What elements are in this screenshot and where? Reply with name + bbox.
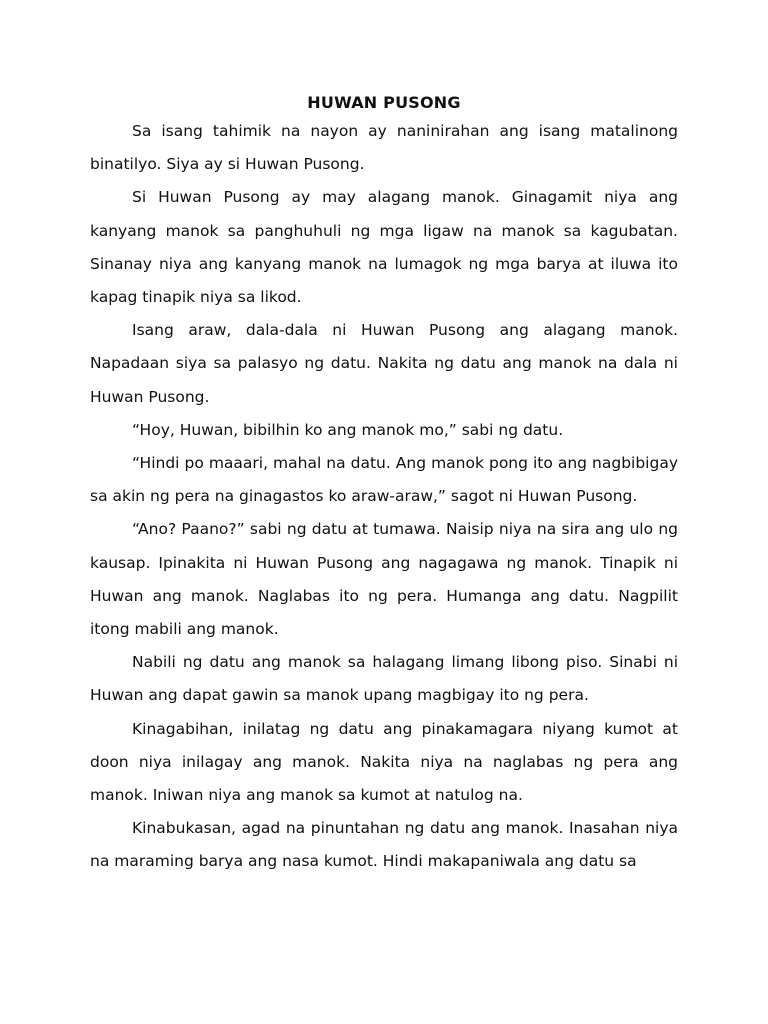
paragraph: Nabili ng datu ang manok sa halagang limang libong piso. Sinabi ni Huwan ang dapat gawin sa manok upang magbigay ito ng pera. (90, 653, 678, 705)
paragraph: Kinagabihan, inilatag ng datu ang pinakamagara niyang kumot at doon niya inilagay ang manok. Nakita niya na naglabas ng pera ang manok. Iniwan niya ang manok sa kumot at natulog na. (90, 719, 678, 805)
paragraph: Si Huwan Pusong ay may alagang manok. Ginagamit niya ang kanyang manok sa panghuhuli ng mga ligaw na manok sa kagubatan. Sinanay niya ang kanyang manok na lumagok ng mga barya at iluwa ito kapag tinapik niya sa likod. (90, 188, 678, 307)
document-body (90, 115, 678, 879)
paragraph: Kinabukasan, agad na pinuntahan ng datu ang manok. Inasahan niya na maraming barya ang nasa kumot. Hindi makapaniwala ang datu sa (90, 819, 678, 871)
paragraph: “Ano? Paano?” sabi ng datu at tumawa. Naisip niya na sira ang ulo ng kausap. Ipinakita ni Huwan Pusong ang nagagawa ng manok. Tinapik ni Huwan ang manok. Naglabas ito ng pera. Humanga ang datu. Nagpilit itong mabili ang manok. (90, 520, 678, 639)
document-title: HUWAN PUSONG (307, 93, 461, 112)
paragraph: “Hindi po maaari, mahal na datu. Ang manok pong ito ang nagbibigay sa akin ng pera na ginagastos ko araw-araw,” sagot ni Huwan Pusong. (90, 454, 678, 506)
paragraph: Isang araw, dala-dala ni Huwan Pusong ang alagang manok. Napadaan siya sa palasyo ng datu. Nakita ng datu ang manok na dala ni Huwan Pusong. (90, 321, 678, 406)
paragraph: “Hoy, Huwan, bibilhin ko ang manok mo,” sabi ng datu. (132, 420, 564, 439)
paragraph: Sa isang tahimik na nayon ay naninirahan ang isang matalinong binatilyo. Siya ay si Huwan Pusong. (90, 122, 678, 174)
